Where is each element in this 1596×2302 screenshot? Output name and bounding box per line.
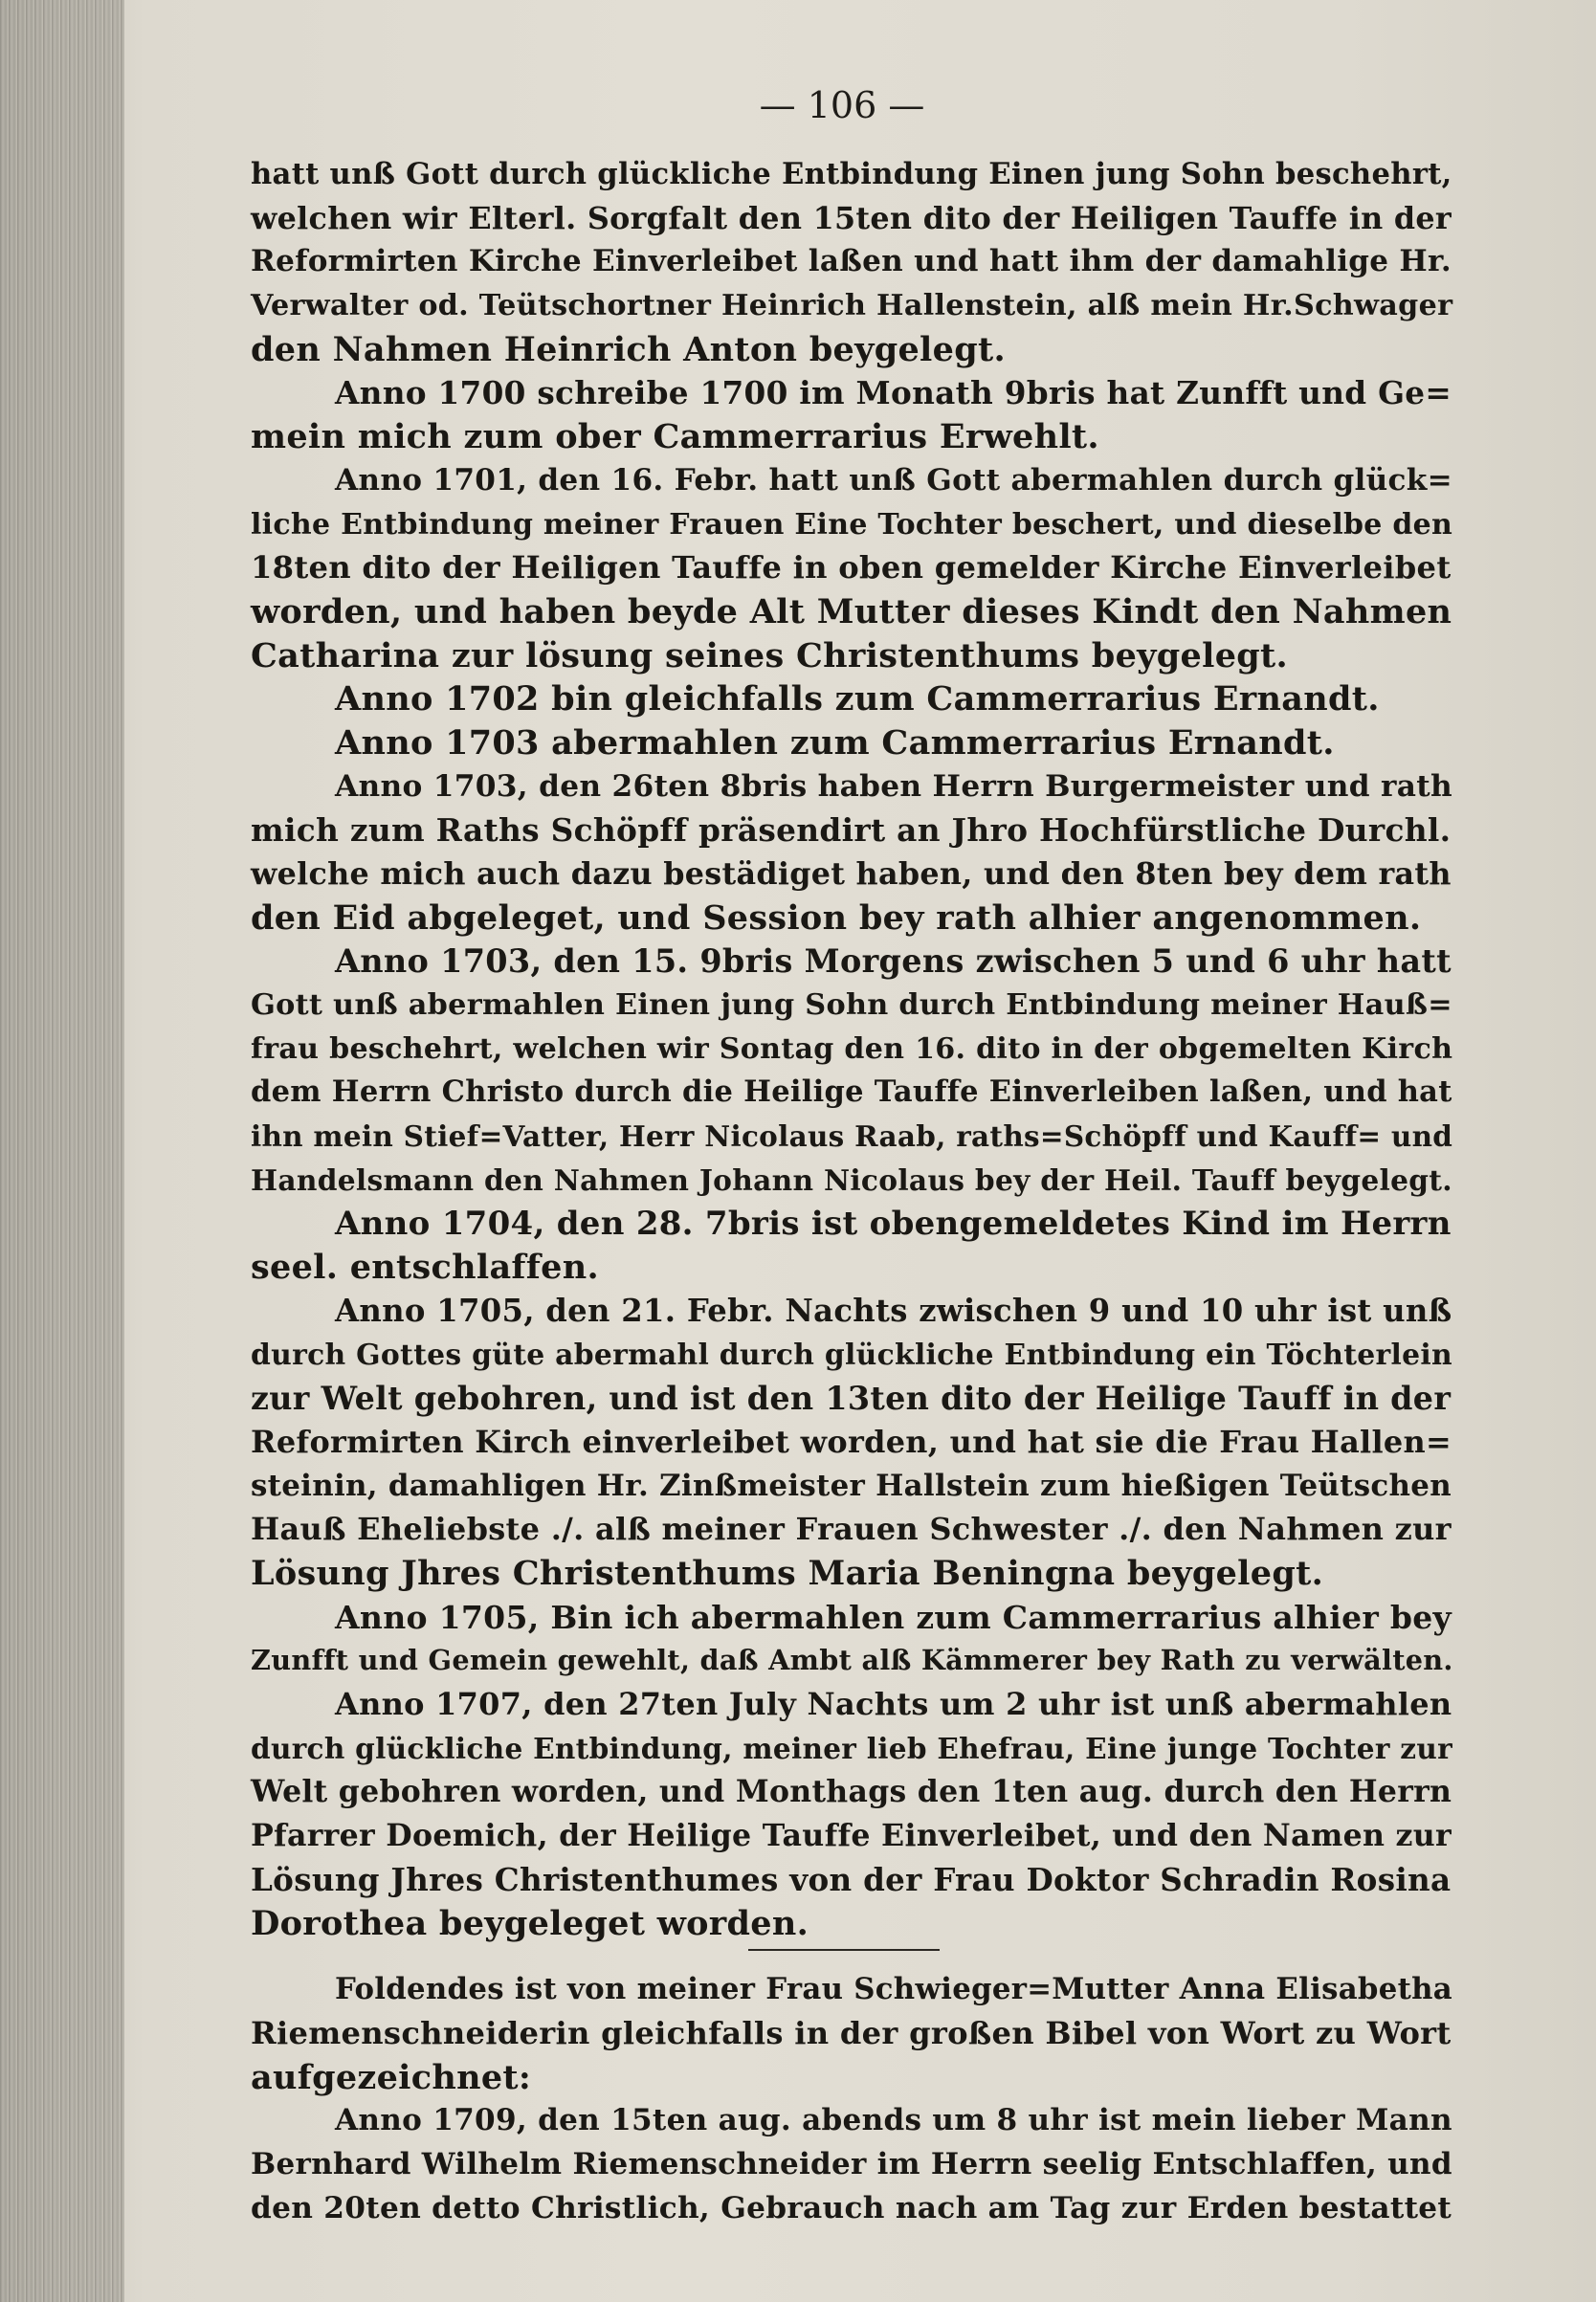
text-line: Lösung Jhres Christenthums Maria Beningna beygelegt. — [251, 1554, 1324, 1593]
text-line: durch glückliche Entbindung, meiner lieb Ehefrau, Eine junge Tochter zur — [251, 1731, 1452, 1765]
text-line: seel. entschlaffen. — [251, 1248, 599, 1288]
text-line: Catharina zur lösung seines Christenthums beygelegt. — [251, 635, 1289, 675]
text-line: steinin, damahligen Hr. Zinßmeister Hallstein zum hießigen Teütschen — [251, 1468, 1452, 1503]
text-line: Anno 1700 schreibe 1700 im Monath 9bris hat Zunfft und Ge= — [335, 374, 1452, 412]
text-line: liche Entbindung meiner Frauen Eine Tochter beschert, und dieselbe den — [251, 507, 1453, 542]
text-line: welchen wir Elterl. Sorgfalt den 15ten dito der Heiligen Tauffe in der — [251, 200, 1452, 236]
text-line: Anno 1707, den 27ten July Nachts um 2 uhr ist unß abermahlen — [335, 1686, 1452, 1723]
text-section-entries — [251, 153, 1462, 1945]
text-line: Anno 1703 abermahlen zum Cammerrarius Ernandt. — [335, 722, 1335, 763]
text-line: Anno 1709, den 15ten aug. abends um 8 uhr ist mein lieber Mann — [335, 2103, 1452, 2138]
text-line: Gott unß abermahlen Einen jung Sohn durch Entbindung meiner Hauß= — [251, 988, 1452, 1023]
section-divider — [748, 1949, 940, 1951]
text-line: Riemenschneiderin gleichfalls in der großen Bibel von Wort zu Wort — [251, 2014, 1452, 2051]
text-line: Anno 1703, den 26ten 8bris haben Herrn Burgermeister und rath — [335, 768, 1453, 804]
text-line: Welt gebohren worden, und Monthags den 1ten aug. durch den Herrn — [251, 1774, 1452, 1810]
text-line: Verwalter od. Teütschortner Heinrich Hallenstein, alß mein Hr.Schwager — [251, 289, 1453, 323]
text-line: zur Welt gebohren, und ist den 13ten dito der Heilige Tauff in der — [251, 1380, 1452, 1418]
text-line: Foldendes ist von meiner Frau Schwieger=Mutter Anna Elisabetha — [335, 1972, 1452, 2007]
text-line: den Eid abgeleget, und Session bey rath alhier angenommen. — [251, 897, 1422, 938]
text-line: Pfarrer Doemich, der Heilige Tauffe Einverleibet, und den Namen zur — [251, 1818, 1452, 1854]
text-line: den Nahmen Heinrich Anton beygelegt. — [251, 329, 1006, 369]
text-line: Bernhard Wilhelm Riemenschneider im Herrn seelig Entschlaffen, und — [251, 2146, 1452, 2181]
text-line: Anno 1703, den 15. 9bris Morgens zwischen 5 und 6 uhr hatt — [335, 942, 1452, 981]
text-line: Zunfft und Gemein gewehlt, daß Ambt alß Kämmerer bey Rath zu verwälten. — [251, 1644, 1453, 1677]
text-line: den 20ten detto Christlich, Gebrauch nach am Tag zur Erden bestattet — [251, 2190, 1452, 2225]
book-spine-edge — [0, 0, 124, 2302]
text-line: Anno 1705, Bin ich abermahlen zum Cammerrarius alhier bey — [335, 1598, 1452, 1636]
text-line: mich zum Raths Schöpff präsendirt an Jhro Hochfürstliche Durchl. — [251, 811, 1452, 850]
text-line: Handelsmann den Nahmen Johann Nicolaus bey der Heil. Tauff beygelegt. — [251, 1162, 1452, 1197]
text-line: 18ten dito der Heiligen Tauffe in oben gemelder Kirche Einverleibet — [251, 549, 1452, 587]
text-line: frau beschehrt, welchen wir Sontag den 16. dito in der obgemelten Kirch — [251, 1031, 1453, 1066]
text-line: Anno 1704, den 28. 7bris ist obengemeldetes Kind im Herrn — [335, 1204, 1452, 1243]
text-line: ihn mein Stief=Vatter, Herr Nicolaus Raab, raths=Schöpff und Kauff= und — [251, 1119, 1453, 1154]
text-line: Dorothea beygeleget worden. — [251, 1903, 809, 1943]
text-line: mein mich zum ober Cammerrarius Erwehlt. — [251, 417, 1099, 457]
text-section-appendix — [251, 1968, 1462, 2230]
text-line: aufgezeichnet: — [251, 2057, 532, 2097]
body-text — [251, 153, 1462, 2230]
text-line: durch Gottes güte abermahl durch glückliche Entbindung ein Töchterlein — [251, 1338, 1452, 1372]
page-number: — 106 — — [759, 84, 925, 126]
section-divider-wrap — [251, 1945, 1462, 1968]
text-line: hatt unß Gott durch glückliche Entbindung Einen jung Sohn beschehrt, — [251, 157, 1452, 191]
text-line: dem Herrn Christo durch die Heilige Tauffe Einverleiben laßen, und hat — [251, 1074, 1452, 1110]
text-line: welche mich auch dazu bestädiget haben, und den 8ten bey dem rath — [251, 856, 1452, 892]
text-line: Reformirten Kirch einverleibet worden, und hat sie die Frau Hallen= — [251, 1423, 1452, 1460]
text-line: Anno 1705, den 21. Febr. Nachts zwischen 9 und 10 uhr ist unß — [335, 1292, 1452, 1329]
text-line: Lösung Jhres Christenthumes von der Frau Doktor Schradin Rosina — [251, 1860, 1452, 1898]
text-line: Anno 1702 bin gleichfalls zum Cammerrarius Ernandt. — [335, 679, 1380, 719]
text-line: worden, und haben beyde Alt Mutter dieses Kindt den Nahmen — [251, 591, 1452, 631]
text-line: Reformirten Kirche Einverleibet laßen und hatt ihm der damahlige Hr. — [251, 244, 1452, 279]
text-line: Anno 1701, den 16. Febr. hatt unß Gott abermahlen durch glück= — [335, 462, 1452, 498]
text-line: Hauß Eheliebste ./. alß meiner Frauen Schwester ./. den Nahmen zur — [251, 1511, 1452, 1548]
